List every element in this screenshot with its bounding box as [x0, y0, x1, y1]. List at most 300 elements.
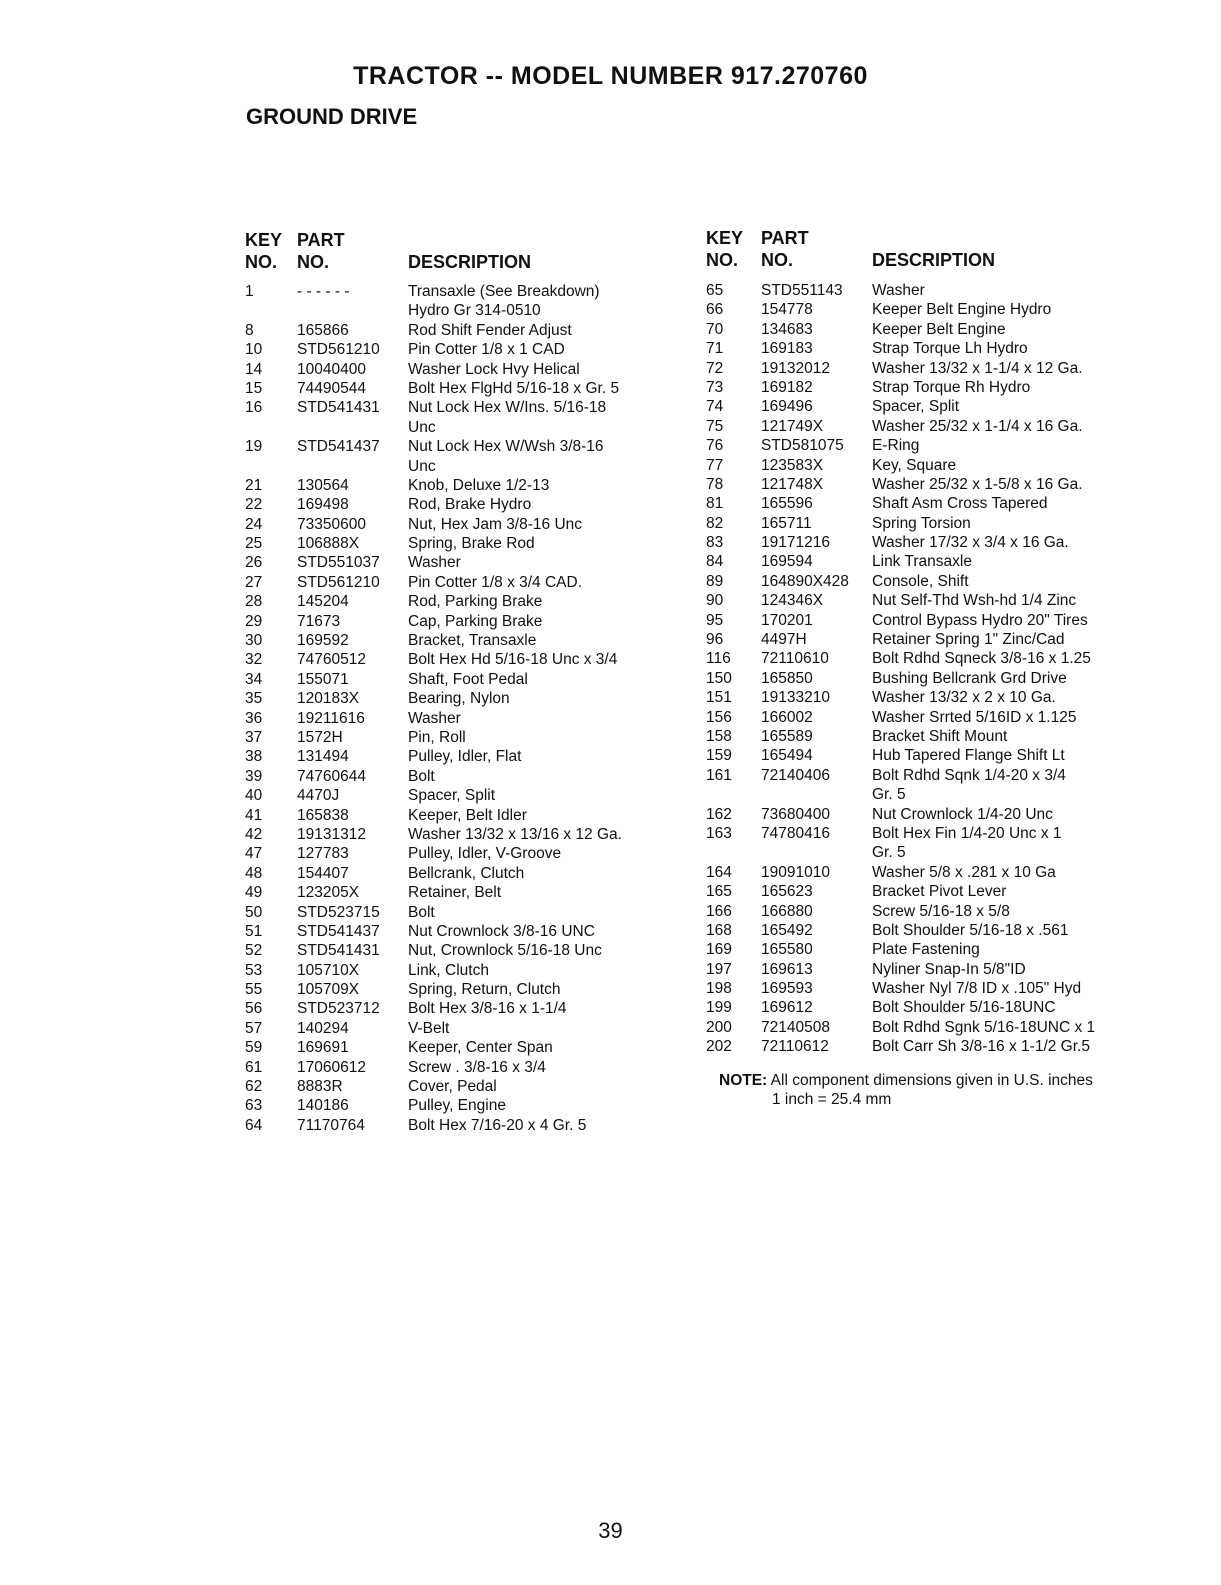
parts-row	[245, 593, 705, 612]
key-number: 37	[245, 728, 263, 746]
key-number: 16	[245, 399, 263, 417]
part-number: 165494	[761, 747, 813, 765]
part-number: 169593	[761, 980, 813, 998]
part-number: STD523712	[297, 1000, 380, 1018]
part-description: Console, Shift	[872, 572, 969, 590]
part-description: Nyliner Snap-In 5/8"ID	[872, 960, 1026, 978]
part-description: Bolt Carr Sh 3/8-16 x 1-1/2 Gr.5	[872, 1038, 1090, 1056]
part-description: Washer	[872, 282, 925, 299]
key-number: 162	[706, 805, 732, 823]
note-text: All component dimensions given in U.S. inches	[770, 1072, 1093, 1089]
part-description: Bolt	[408, 903, 435, 921]
part-description: Washer Srrted 5/16ID x 1.125	[872, 708, 1077, 726]
key-number: 24	[245, 515, 263, 533]
part-number: 165589	[761, 727, 813, 745]
part-description: Bracket Shift Mount	[872, 727, 1008, 745]
key-number: 200	[706, 1018, 732, 1036]
part-description: Strap Torque Rh Hydro	[872, 378, 1031, 396]
key-number: 29	[245, 612, 263, 630]
part-description: Washer 25/32 x 1-1/4 x 16 Ga.	[872, 417, 1083, 435]
key-number: 40	[245, 787, 263, 805]
part-description: Washer 13/32 x 2 x 10 Ga.	[872, 689, 1056, 707]
key-number: 169	[706, 941, 732, 959]
part-number: 74780416	[761, 824, 830, 842]
part-description: Keeper, Center Span	[408, 1039, 553, 1057]
parts-row	[245, 748, 705, 767]
parts-row	[706, 1019, 1176, 1038]
key-number: 36	[245, 709, 263, 727]
part-number: 165711	[761, 514, 812, 532]
parts-row	[706, 418, 1176, 437]
parts-row	[706, 747, 1176, 766]
parts-row	[706, 650, 1176, 669]
parts-row	[706, 903, 1176, 922]
part-description: Nut, Hex Jam 3/8-16 Unc	[408, 515, 583, 533]
part-number: 19091010	[761, 863, 830, 881]
note-conversion: 1 inch = 25.4 mm	[772, 1091, 892, 1109]
part-number: 74760644	[297, 767, 366, 785]
part-number: 71170764	[297, 1116, 365, 1134]
part-number: 72140508	[761, 1018, 830, 1036]
key-number: 168	[706, 921, 732, 939]
parts-row	[706, 321, 1176, 340]
key-number: 163	[706, 824, 732, 842]
parts-row	[706, 553, 1176, 572]
part-number: 72110612	[761, 1038, 829, 1056]
parts-row	[706, 360, 1176, 379]
part-description: Bolt Hex 3/8-16 x 1-1/4	[408, 1000, 567, 1018]
key-number: 59	[245, 1039, 263, 1057]
key-number: 27	[245, 573, 263, 591]
part-description: Gr. 5	[872, 786, 906, 804]
parts-row	[245, 690, 705, 709]
parts-row	[245, 283, 705, 302]
parts-row	[706, 767, 1176, 786]
parts-row	[245, 535, 705, 554]
key-number: 21	[245, 476, 263, 494]
key-number: 53	[245, 961, 263, 979]
parts-row	[706, 864, 1176, 883]
part-number: 130564	[297, 476, 349, 494]
part-description: Bolt Rdhd Sqnk 1/4-20 x 3/4	[872, 766, 1066, 784]
parts-row	[245, 632, 705, 651]
part-description: Bolt Hex Hd 5/16-18 Unc x 3/4	[408, 651, 618, 669]
key-number: 65	[706, 282, 724, 299]
key-number: 26	[245, 554, 263, 572]
key-number: 164	[706, 863, 732, 881]
key-header-top: KEY	[245, 230, 283, 250]
part-number: 121749X	[761, 417, 824, 435]
part-number: STD561210	[297, 341, 380, 359]
part-description: Bushing Bellcrank Grd Drive	[872, 669, 1067, 687]
part-description: Keeper Belt Engine Hydro	[872, 301, 1052, 319]
key-number: 74	[706, 398, 724, 416]
key-number: 52	[245, 942, 263, 960]
part-number: 105709X	[297, 981, 360, 999]
parts-row	[245, 884, 705, 903]
key-number: 72	[706, 359, 724, 377]
part-number: 165580	[761, 941, 813, 959]
part-number: 72110610	[761, 650, 829, 668]
part-description: Unc	[408, 418, 436, 436]
parts-row	[706, 961, 1176, 980]
key-number: 77	[706, 456, 724, 474]
description-header: DESCRIPTION	[408, 252, 532, 272]
key-number: 165	[706, 883, 732, 901]
parts-row	[706, 844, 1176, 863]
part-number: 19133210	[761, 689, 830, 707]
key-number: 61	[245, 1058, 263, 1076]
part-description: Plate Fastening	[872, 941, 980, 959]
part-number: 169613	[761, 960, 813, 978]
parts-row	[245, 826, 705, 845]
parts-row	[245, 1078, 705, 1097]
parts-row	[245, 1117, 705, 1136]
part-description: Cap, Parking Brake	[408, 612, 543, 630]
part-number: 72140406	[761, 766, 830, 784]
key-number: 42	[245, 825, 263, 843]
part-number: 123205X	[297, 884, 360, 902]
part-description: Screw 5/16-18 x 5/8	[872, 902, 1010, 920]
key-number: 34	[245, 670, 263, 688]
parts-row	[245, 1097, 705, 1116]
parts-row	[245, 1059, 705, 1078]
key-number: 8	[245, 321, 254, 339]
parts-row	[245, 322, 705, 341]
part-number: 19131312	[297, 825, 366, 843]
parts-row	[706, 282, 1176, 301]
key-number: 50	[245, 903, 263, 921]
part-number: 140294	[297, 1019, 349, 1037]
key-header-bottom: NO.	[245, 252, 278, 272]
key-number: 81	[706, 495, 724, 513]
parts-row	[245, 962, 705, 981]
part-description: Hub Tapered Flange Shift Lt	[872, 747, 1065, 765]
part-number: 105710X	[297, 961, 360, 979]
part-description: Bolt Rdhd Sgnk 5/16-18UNC x 1	[872, 1018, 1096, 1036]
parts-row	[245, 380, 705, 399]
part-description: Pulley, Idler, V-Groove	[408, 845, 562, 863]
key-number: 28	[245, 593, 263, 611]
parts-row	[706, 922, 1176, 941]
part-number: 123583X	[761, 456, 824, 474]
parts-row	[706, 883, 1176, 902]
parts-row	[245, 496, 705, 515]
part-description: Bellcrank, Clutch	[408, 864, 525, 882]
parts-row	[245, 787, 705, 806]
part-number: 127783	[297, 845, 349, 863]
part-number: 106888X	[297, 535, 360, 553]
parts-row	[706, 515, 1176, 534]
part-description: Nut Lock Hex W/Ins. 5/16-18	[408, 399, 607, 417]
key-number: 161	[706, 766, 732, 784]
key-number: 76	[706, 437, 724, 455]
key-number: 57	[245, 1019, 263, 1037]
parts-row	[706, 379, 1176, 398]
parts-row	[706, 457, 1176, 476]
parts-row	[706, 301, 1176, 320]
parts-row	[706, 670, 1176, 689]
part-description: Washer 13/32 x 13/16 x 12 Ga.	[408, 825, 622, 843]
parts-row	[245, 904, 705, 923]
part-description: Rod, Parking Brake	[408, 593, 543, 611]
parts-row	[706, 631, 1176, 650]
description-header: DESCRIPTION	[872, 250, 996, 270]
key-number: 159	[706, 747, 732, 765]
part-description: Screw . 3/8-16 x 3/4	[408, 1058, 546, 1076]
part-description: Spacer, Split	[872, 398, 960, 416]
key-number: 78	[706, 475, 724, 493]
part-number: 19211616	[297, 709, 365, 727]
part-description: Pulley, Engine	[408, 1097, 506, 1115]
parts-row	[245, 477, 705, 496]
parts-row	[245, 419, 705, 438]
key-number: 96	[706, 631, 724, 649]
part-description: Keeper Belt Engine	[872, 320, 1006, 338]
part-description: Nut Lock Hex W/Wsh 3/8-16	[408, 438, 604, 456]
part-description: Bolt Hex FlgHd 5/16-18 x Gr. 5	[408, 379, 620, 397]
parts-row	[706, 786, 1176, 805]
part-description: Bolt Shoulder 5/16-18 x .561	[872, 921, 1069, 939]
part-number: 164890X428	[761, 572, 849, 590]
part-description: Washer	[408, 709, 461, 727]
part-number: STD581075	[761, 437, 844, 455]
part-description: Strap Torque Lh Hydro	[872, 340, 1028, 358]
part-number: 4470J	[297, 787, 340, 805]
part-header-bottom: NO.	[297, 252, 330, 272]
parts-row	[245, 768, 705, 787]
part-number: 165838	[297, 806, 349, 824]
parts-row	[245, 1000, 705, 1019]
parts-row	[245, 807, 705, 826]
part-number: 19171216	[761, 534, 830, 552]
part-description: Bolt	[408, 767, 435, 785]
part-number: 169592	[297, 632, 349, 650]
part-number: 73680400	[761, 805, 830, 823]
part-description: Rod Shift Fender Adjust	[408, 321, 572, 339]
part-number: 10040400	[297, 360, 366, 378]
parts-row	[245, 865, 705, 884]
part-number: STD541437	[297, 922, 380, 940]
part-number: 165623	[761, 883, 813, 901]
part-number: 169612	[761, 999, 813, 1017]
key-number: 89	[706, 572, 724, 590]
part-number: 165596	[761, 495, 813, 513]
part-description: Washer 5/8 x .281 x 10 Ga	[872, 863, 1056, 881]
part-description: Spacer, Split	[408, 787, 496, 805]
part-number: 169498	[297, 496, 349, 514]
part-description: V-Belt	[408, 1019, 450, 1037]
parts-row	[706, 941, 1176, 960]
parts-row	[245, 438, 705, 457]
part-description: Keeper, Belt Idler	[408, 806, 527, 824]
parts-row	[245, 729, 705, 748]
key-number: 84	[706, 553, 724, 571]
part-description: Cover, Pedal	[408, 1078, 497, 1096]
key-number: 10	[245, 341, 263, 359]
part-number: 165492	[761, 921, 813, 939]
key-number: 95	[706, 611, 724, 629]
page-title: TRACTOR -- MODEL NUMBER 917.270760	[353, 62, 868, 90]
part-description: Unc	[408, 457, 436, 475]
part-description: Knob, Deluxe 1/2-13	[408, 476, 550, 494]
parts-row	[706, 980, 1176, 999]
part-description: Washer 17/32 x 3/4 x 16 Ga.	[872, 534, 1069, 552]
parts-row	[706, 340, 1176, 359]
parts-row	[706, 573, 1176, 592]
part-description: Pulley, Idler, Flat	[408, 748, 522, 766]
part-number: 166002	[761, 708, 813, 726]
key-number: 35	[245, 690, 263, 708]
part-number: STD551037	[297, 554, 380, 572]
key-number: 41	[245, 806, 263, 824]
part-number: 166880	[761, 902, 813, 920]
parts-row	[706, 728, 1176, 747]
part-number: 1572H	[297, 728, 343, 746]
key-number: 202	[706, 1038, 732, 1056]
part-number: 165850	[761, 669, 813, 687]
key-number: 55	[245, 981, 263, 999]
parts-row	[245, 613, 705, 632]
part-description: E-Ring	[872, 437, 920, 455]
part-number: 154778	[761, 301, 813, 319]
part-description: Nut Crownlock 3/8-16 UNC	[408, 922, 595, 940]
part-number: 165866	[297, 321, 349, 339]
part-header-top: PART	[761, 228, 809, 248]
parts-row	[245, 302, 705, 321]
part-description: Bracket Pivot Lever	[872, 883, 1007, 901]
parts-row	[706, 398, 1176, 417]
key-number: 51	[245, 922, 263, 940]
part-description: Pin Cotter 1/8 x 1 CAD	[408, 341, 565, 359]
parts-row	[706, 806, 1176, 825]
part-number: 4497H	[761, 631, 807, 649]
part-description: Bearing, Nylon	[408, 690, 510, 708]
part-description: Spring, Brake Rod	[408, 535, 535, 553]
key-number: 39	[245, 767, 263, 785]
part-number: 169594	[761, 553, 813, 571]
parts-row	[706, 1038, 1176, 1057]
part-number: 19132012	[761, 359, 830, 377]
part-description: Retainer Spring 1" Zinc/Cad	[872, 631, 1065, 649]
parts-row	[245, 341, 705, 360]
part-description: Washer	[408, 554, 461, 572]
part-number: 154407	[297, 864, 349, 882]
part-description: Nut Self-Thd Wsh-hd 1/4 Zinc	[872, 592, 1077, 610]
part-description: Spring Torsion	[872, 514, 971, 532]
part-description: Washer Nyl 7/8 ID x .105" Hyd	[872, 980, 1082, 998]
part-description: Link Transaxle	[872, 553, 972, 571]
key-number: 83	[706, 534, 724, 552]
key-number: 25	[245, 535, 263, 553]
part-description: Link, Clutch	[408, 961, 489, 979]
part-number: - - - - - -	[297, 283, 350, 300]
key-number: 151	[706, 689, 732, 707]
parts-row	[245, 651, 705, 670]
key-number: 38	[245, 748, 263, 766]
part-description: Key, Square	[872, 456, 957, 474]
part-description: Bracket, Transaxle	[408, 632, 537, 650]
key-number: 63	[245, 1097, 263, 1115]
part-description: Spring, Return, Clutch	[408, 981, 561, 999]
part-number: 155071	[297, 670, 349, 688]
parts-row	[245, 361, 705, 380]
key-number: 14	[245, 360, 263, 378]
parts-row	[245, 942, 705, 961]
parts-row	[245, 845, 705, 864]
part-description: Washer Lock Hvy Helical	[408, 360, 580, 378]
key-number: 82	[706, 514, 724, 532]
part-number: 169691	[297, 1039, 349, 1057]
key-number: 73	[706, 378, 724, 396]
part-description: Control Bypass Hydro 20" Tires	[872, 611, 1088, 629]
parts-row	[706, 825, 1176, 844]
parts-row	[245, 981, 705, 1000]
part-description: Rod, Brake Hydro	[408, 496, 532, 514]
key-number: 1	[245, 283, 254, 300]
key-number: 197	[706, 960, 732, 978]
key-number: 30	[245, 632, 263, 650]
section-title: GROUND DRIVE	[246, 104, 418, 129]
key-number: 199	[706, 999, 732, 1017]
part-description: Washer 25/32 x 1-5/8 x 16 Ga.	[872, 475, 1083, 493]
parts-row	[706, 534, 1176, 553]
key-number: 64	[245, 1116, 263, 1134]
note	[719, 1071, 1093, 1110]
part-description: Transaxle (See Breakdown)	[408, 283, 600, 300]
key-number: 19	[245, 438, 263, 456]
part-number: 169182	[761, 378, 813, 396]
part-number: 140186	[297, 1097, 349, 1115]
parts-row	[706, 709, 1176, 728]
key-number: 66	[706, 301, 724, 319]
part-number: 169496	[761, 398, 813, 416]
key-number: 166	[706, 902, 732, 920]
part-header-top: PART	[297, 230, 345, 250]
part-description: Nut Crownlock 1/4-20 Unc	[872, 805, 1053, 823]
part-number: 145204	[297, 593, 349, 611]
part-description: Bolt Rdhd Sqneck 3/8-16 x 1.25	[872, 650, 1091, 668]
part-number: STD561210	[297, 573, 380, 591]
key-number: 47	[245, 845, 263, 863]
part-description: Shaft, Foot Pedal	[408, 670, 528, 688]
part-description: Shaft Asm Cross Tapered	[872, 495, 1048, 513]
part-number: 170201	[761, 611, 813, 629]
part-description: Pin Cotter 1/8 x 3/4 CAD.	[408, 573, 583, 591]
key-number: 150	[706, 669, 732, 687]
parts-row	[245, 923, 705, 942]
page-number: 39	[598, 1518, 623, 1543]
part-description: Washer 13/32 x 1-1/4 x 12 Ga.	[872, 359, 1083, 377]
part-description: Hydro Gr 314-0510	[408, 302, 541, 320]
parts-row	[245, 710, 705, 729]
part-number: 169183	[761, 340, 813, 358]
parts-row	[706, 437, 1176, 456]
note-label: NOTE:	[719, 1072, 768, 1089]
key-number: 62	[245, 1078, 263, 1096]
parts-row	[706, 612, 1176, 631]
parts-row	[706, 999, 1176, 1018]
key-number: 90	[706, 592, 724, 610]
part-number: 8883R	[297, 1078, 343, 1096]
part-description: Bolt Hex 7/16-20 x 4 Gr. 5	[408, 1116, 587, 1134]
part-number: STD541431	[297, 399, 380, 417]
part-description: Bolt Hex Fin 1/4-20 Unc x 1	[872, 824, 1062, 842]
key-number: 156	[706, 708, 732, 726]
part-number: STD541437	[297, 438, 380, 456]
parts-row	[706, 689, 1176, 708]
parts-list-right	[706, 282, 1176, 1058]
